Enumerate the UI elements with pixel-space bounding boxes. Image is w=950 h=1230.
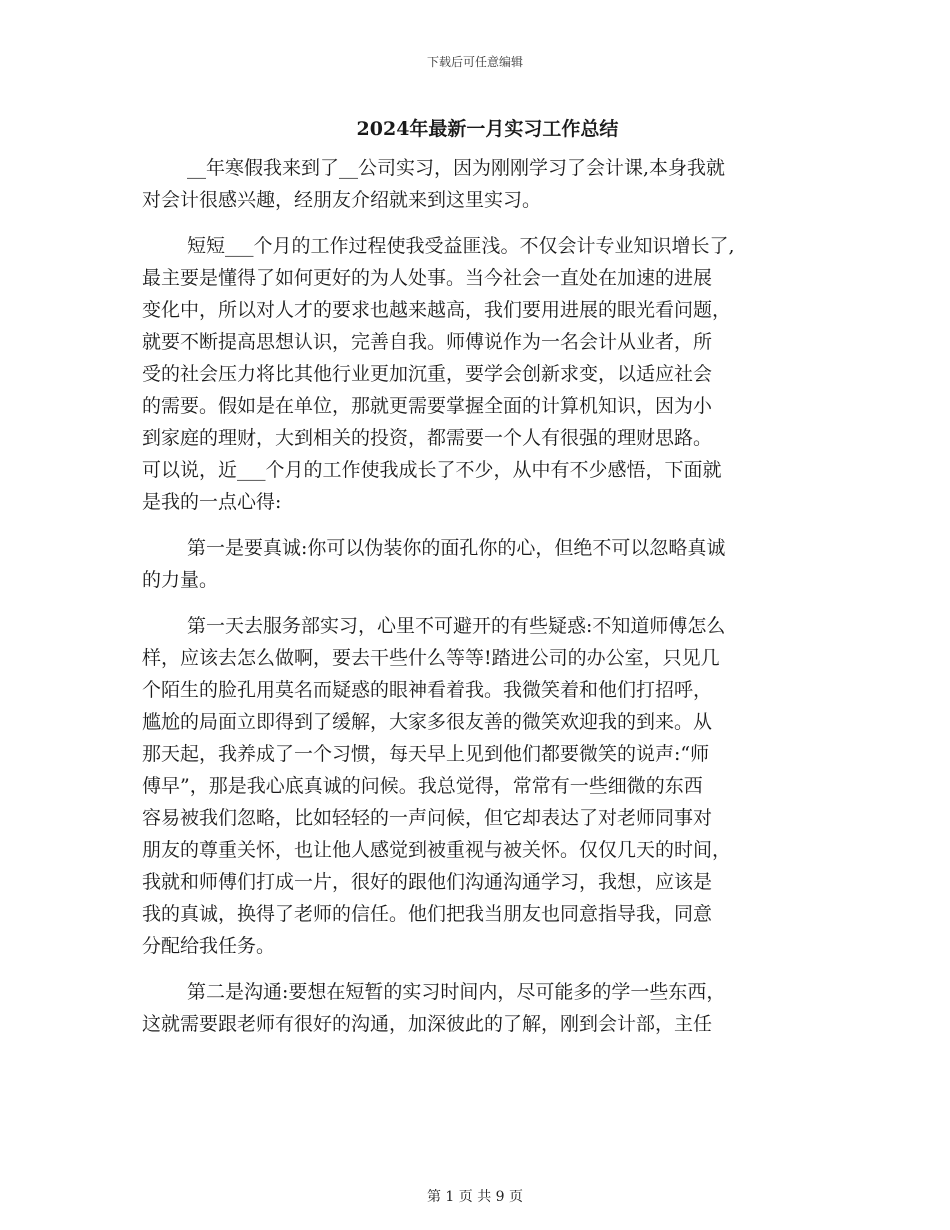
page-title: 2024年最新一月实习工作总结 xyxy=(356,118,619,140)
text-line: 样，应该去怎么做啊，要去干些什么等等!踏进公司的办公室，只见几 xyxy=(142,647,720,669)
paragraph-4 xyxy=(142,610,817,962)
header-note: 下载后可任意编辑 xyxy=(426,55,523,69)
paragraph-1 xyxy=(142,152,817,216)
text-line: 朋友的尊重关怀，也让他人感觉到被重视与被关怀。仅仅几天的时间， xyxy=(142,839,732,861)
text-line: 的力量。 xyxy=(142,569,219,591)
text-line: 是我的一点心得: xyxy=(142,491,282,513)
text-line: 的需要。假如是在单位，那就更需要掌握全面的计算机知识，因为小 xyxy=(142,395,713,417)
text-line: __年寒假我来到了__公司实习，因为刚刚学习了会计课,本身我就 xyxy=(187,157,726,179)
text-line: 那天起，我养成了一个习惯，每天早上见到他们都要微笑的说声:“师 xyxy=(142,743,710,765)
text-line: 第一天去服务部实习，心里不可避开的有些疑惑:不知道师傅怎么 xyxy=(187,615,726,637)
text-line: 这就需要跟老师有很好的沟通，加深彼此的了解，刚到会计部，主任 xyxy=(142,1013,713,1035)
paragraph-5 xyxy=(142,976,817,1040)
paragraph-3 xyxy=(142,532,817,596)
text-line: 受的社会压力将比其他行业更加沉重，要学会创新求变，以适应社会 xyxy=(142,363,713,385)
text-line: 变化中，所以对人才的要求也越来越高，我们要用进展的眼光看问题， xyxy=(142,299,732,321)
paragraph-2 xyxy=(142,230,817,518)
text-line: 容易被我们忽略，比如轻轻的一声问候，但它却表达了对老师同事对 xyxy=(142,807,713,829)
text-line: 尴尬的局面立即得到了缓解，大家多很友善的微笑欢迎我的到来。从 xyxy=(142,711,713,733)
text-line: 我的真诚，换得了老师的信任。他们把我当朋友也同意指导我，同意 xyxy=(142,903,713,925)
text-line: 个陌生的脸孔用莫名而疑惑的眼神看着我。我微笑着和他们打招呼， xyxy=(142,679,713,701)
text-line: 第一是要真诚:你可以伪装你的面孔你的心，但绝不可以忽略真诚 xyxy=(187,537,726,559)
text-line: 第二是沟通:要想在短暂的实习时间内，尽可能多的学一些东西， xyxy=(187,981,726,1003)
text-line: 傅早”，那是我心底真诚的问候。我总觉得，常常有一些细微的东西 xyxy=(142,775,703,797)
text-line: 短短___个月的工作过程使我受益匪浅。不仅会计专业知识增长了, xyxy=(187,235,735,257)
text-line: 到家庭的理财，大到相关的投资，都需要一个人有很强的理财思路。 xyxy=(142,427,713,449)
text-line: 可以说，近___个月的工作使我成长了不少，从中有不少感悟，下面就 xyxy=(142,459,722,481)
text-line: 就要不断提高思想认识，完善自我。师傅说作为一名会计从业者，所 xyxy=(142,331,713,353)
text-line: 对会计很感兴趣，经朋友介绍就来到这里实习。 xyxy=(142,189,542,211)
text-line: 最主要是懂得了如何更好的为人处事。当今社会一直处在加速的进展 xyxy=(142,267,713,289)
document-body xyxy=(142,152,817,1040)
text-line: 我就和师傅们打成一片，很好的跟他们沟通沟通学习，我想，应该是 xyxy=(142,871,713,893)
text-line: 分配给我任务。 xyxy=(142,935,276,957)
page-footer: 第 1 页 共 9 页 xyxy=(426,1189,524,1205)
